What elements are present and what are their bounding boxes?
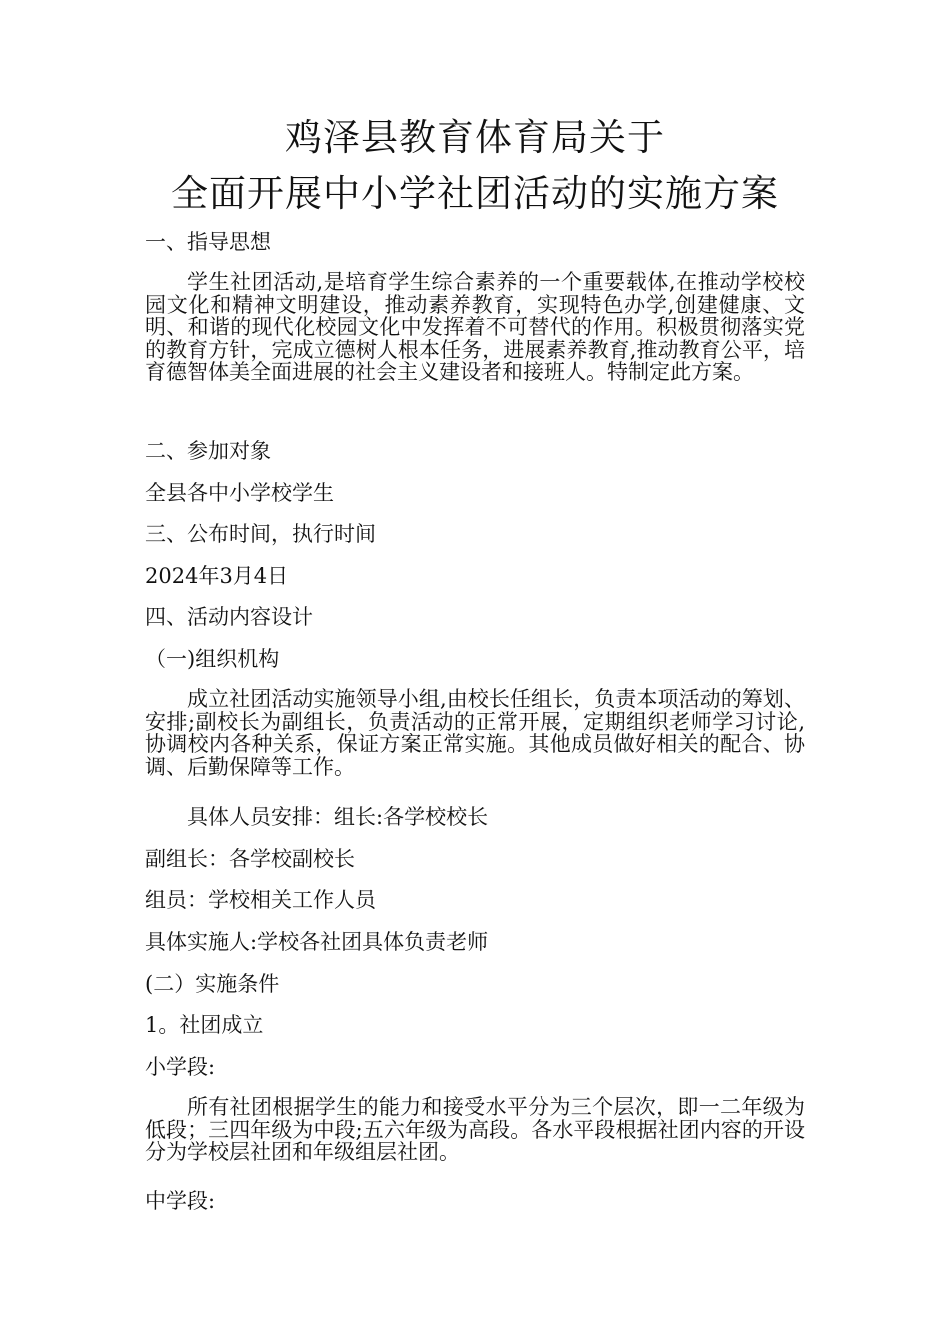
item1-heading: 1。社团成立 xyxy=(145,1013,264,1037)
section1-paragraph: 学生社团活动,是培育学生综合素养的一个重要载体,在推动学校校园文化和精神文明建设，推动素养教育，实现特色办学,创建健康、文明、和谐的现代化校园文化中发挥着不可替代的作用。积极贯彻落实党的教育方针，完成立德树人根本任务，进展素养教育,推动教育公平，培育德智体美全面进展的社会主义建设者和接班人。特制定此方案。 xyxy=(145,270,805,384)
document-title-line1: 鸡泽县教育体育局关于 xyxy=(285,116,665,159)
primary-paragraph: 所有社团根据学生的能力和接受水平分为三个层次，即一二年级为低段；三四年级为中段;五六年级为高段。各水平段根据社团内容的开设分为学校层社团和年级组层社团。 xyxy=(145,1095,805,1164)
section2-text: 全县各中小学校学生 xyxy=(145,481,334,505)
staff-line-leader: 具体人员安排：组长:各学校校长 xyxy=(187,805,489,829)
primary-label: 小学段: xyxy=(145,1055,216,1079)
staff-line-implementers: 具体实施人:学校各社团具体负责老师 xyxy=(145,930,489,954)
section1-heading: 一、指导思想 xyxy=(145,230,271,254)
subsection1-paragraph: 成立社团活动实施领导小组,由校长任组长，负责本项活动的筹划、安排;副校长为副组长，负责活动的正常开展，定期组织老师学习讨论,协调校内各种关系，保证方案正常实施。其他成员做好相关的配合、协调、后勤保障等工作。 xyxy=(145,687,805,779)
subsection1-heading: （一)组织机构 xyxy=(145,647,280,671)
staff-line-members: 组员：学校相关工作人员 xyxy=(145,888,376,912)
subsection2-heading: (二）实施条件 xyxy=(145,972,280,996)
middle-label: 中学段: xyxy=(145,1189,216,1213)
section3-heading: 三、公布时间，执行时间 xyxy=(145,522,376,546)
section2-heading: 二、参加对象 xyxy=(145,439,271,463)
document-title-line2: 全面开展中小学社团活动的实施方案 xyxy=(171,172,779,215)
section4-heading: 四、活动内容设计 xyxy=(145,605,313,629)
section3-date: 2024年3月4日 xyxy=(145,564,289,588)
staff-line-deputy: 副组长：各学校副校长 xyxy=(145,847,355,871)
